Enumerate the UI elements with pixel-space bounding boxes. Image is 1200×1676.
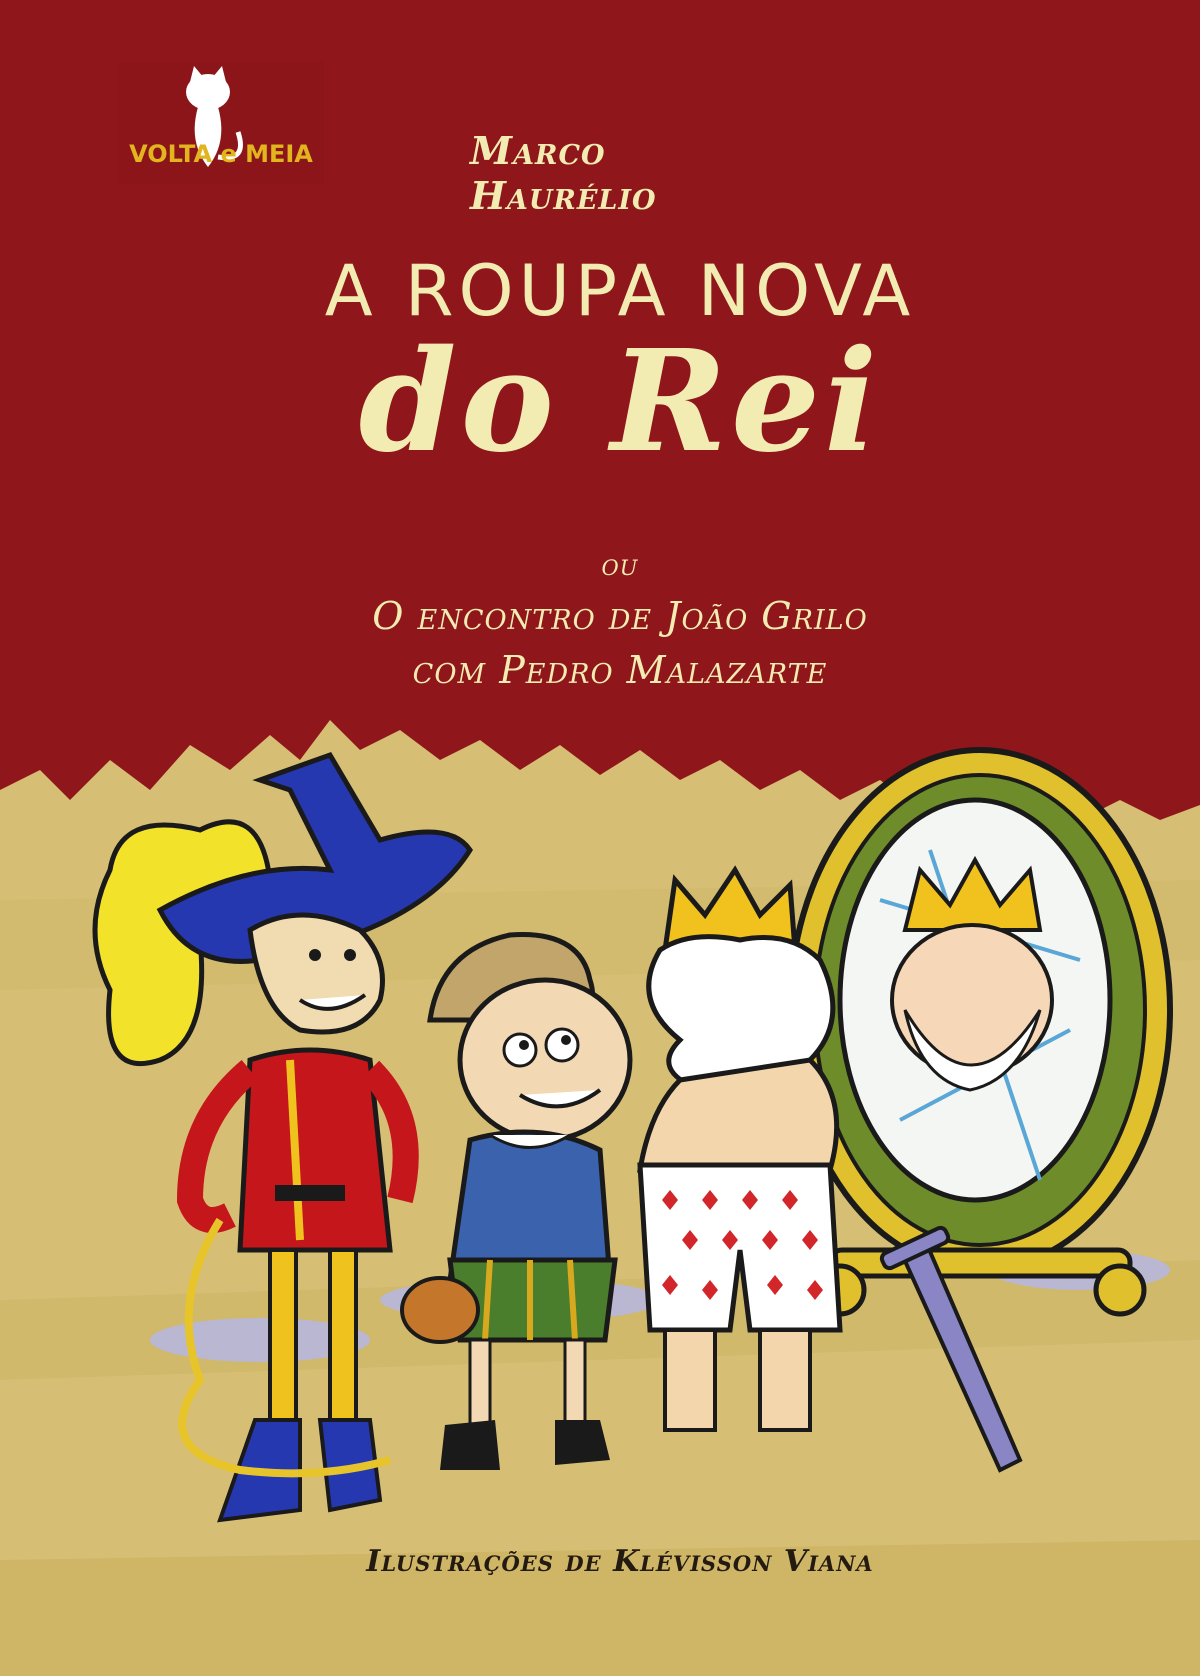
title-line-1: A ROUPA NOVA	[324, 250, 916, 332]
publisher-logo-text: VOLTA e MEIA	[129, 140, 313, 168]
subtitle-line-2: com Pedro Malazarte	[412, 648, 828, 692]
subtitle-or: ou	[601, 548, 639, 583]
publisher-logo	[118, 62, 324, 184]
author-name: Marco Haurélio	[470, 128, 657, 218]
title-line-2: do Rei	[358, 320, 882, 484]
cat-logo-icon	[118, 62, 324, 184]
illustrator-credit: Ilustrações de Klévisson Viana	[366, 1544, 874, 1579]
subtitle-line-1: O encontro de João Grilo	[372, 594, 868, 638]
